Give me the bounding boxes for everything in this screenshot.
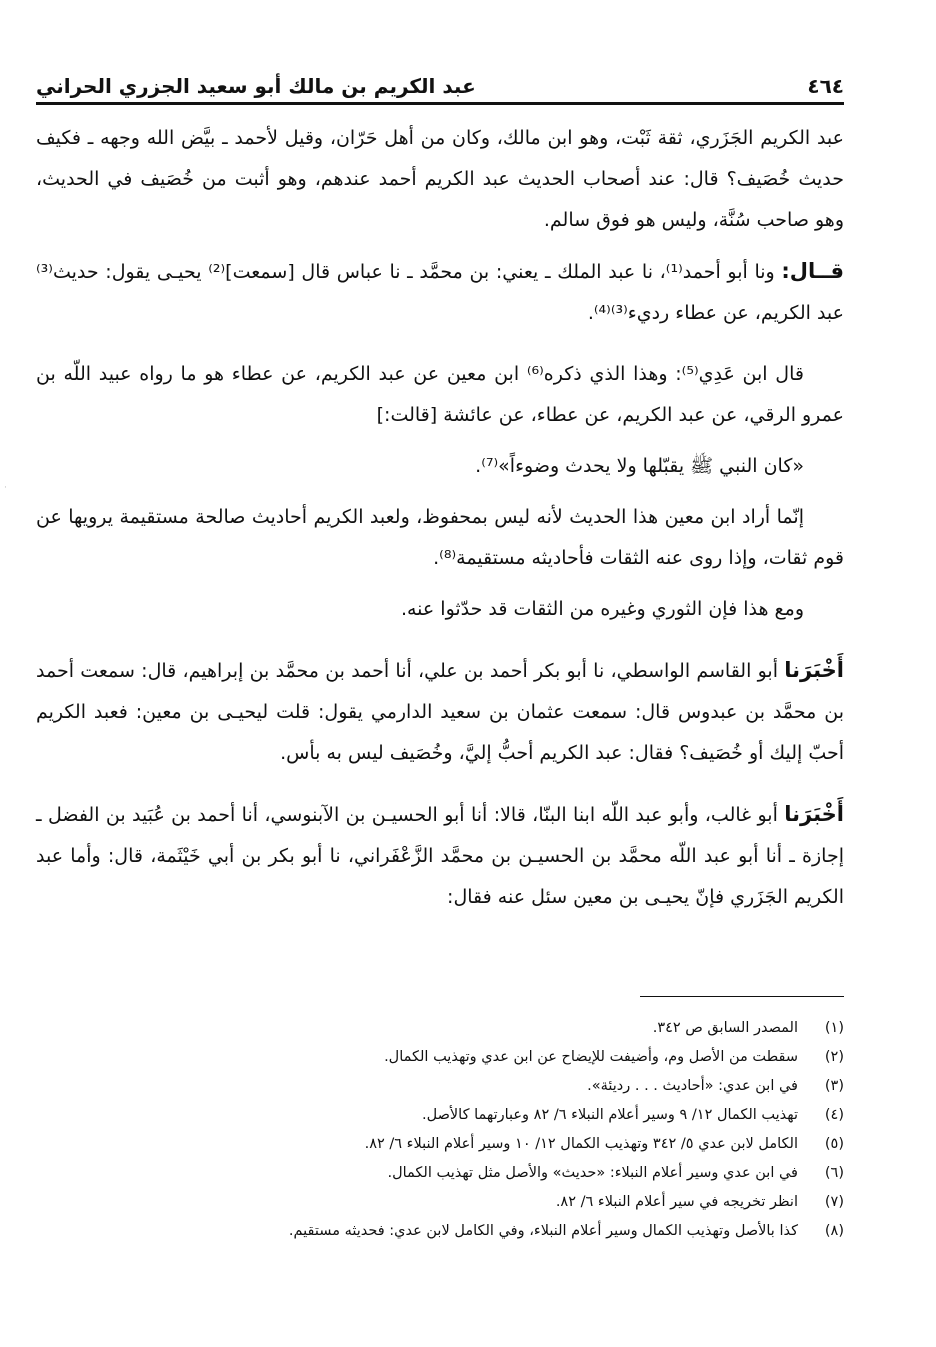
paragraph-text: أبو غالب، وأبو عبد اللّه ابنا البنّا، قالا: أنا أبو الحسيـن بن الآبنوسي، أنا أحمد بن عُبَيد بن الفضل ـ إجازة ـ أنا أبو عبد اللّه محمَّد بن الحسيـن بن محمَّد الزَّعْفَراني، نا أبو بكر بن أبي خَيْثَمة، قال: وأما عبد الكريم الجَزَري فإنّ يحيـى بن معين سئل عنه فقال: [36,804,844,908]
paragraph-lead: قــال: [781,259,844,283]
paragraph [36,589,844,630]
footnote-number: (١) [824,1020,844,1036]
footnote [36,1072,844,1101]
paragraph-text: ومع هذا فإن الثوري وغيره من الثقات قد حدّثوا عنه. [400,598,804,620]
footnote-text: في ابن عدي وسير أعلام النبلاء: «حديث» والأصل مثل تهذيب الكمال. [387,1165,798,1181]
footnote-number: (٧) [824,1194,844,1210]
footnote [36,1217,844,1246]
footnote-number: (٥) [824,1136,844,1152]
running-title: عبد الكريم بن مالك أبو سعيد الجزري الحراني [36,74,476,98]
paragraph [36,497,844,579]
footnotes [36,1014,844,1246]
footnote [36,1188,844,1217]
footnote-number: (٤) [824,1107,844,1123]
footnote [36,1101,844,1130]
footnote [36,1014,844,1043]
paragraph [36,446,844,487]
footnote [36,1130,844,1159]
footnote-number: (٣) [824,1078,844,1094]
paragraph [36,354,844,436]
paragraph [36,118,844,241]
page-header [36,58,844,105]
scan-speck: · [4,483,7,493]
page-number: ٤٦٤ [807,74,844,98]
footnote-text: في ابن عدي: «أحاديث . . . رديئة». [587,1078,798,1094]
footnote-divider [640,996,844,997]
footnote-text: المصدر السابق ص ٣٤٢. [652,1020,798,1036]
main-text [36,118,844,928]
footnote-number: (٢) [824,1049,844,1065]
footnote [36,1043,844,1072]
paragraph-text: عبد الكريم الجَزَري، ثقة ثَبْت، وهو ابن مالك، وكان من أهل حَرّان، وقيل لأحمد ـ بيَّض الله وجهه ـ فكيف حديث خُصَيف؟ قال: عند أصحاب الحديث عبد الكريم أحمد عندهم، وهو أثبت من خُصَيف في الحديث، وهو صاحب سُنَّة، وليس هو فوق سالم. [36,127,844,231]
paragraph [36,794,844,918]
footnote-text: انظر تخريجه في سير أعلام النبلاء ٦/ ٨٢. [555,1194,798,1210]
footnote [36,1159,844,1188]
paragraph [36,650,844,774]
footnote-text: سقطت من الأصل وم، وأضيفت للإيضاح عن ابن عدي وتهذيب الكمال. [384,1049,798,1065]
footnote-text: الكامل لابن عدي ٥/ ٣٤٢ وتهذيب الكمال ١٢/ ١٠ وسير أعلام النبلاء ٦/ ٨٢. [364,1136,798,1152]
footnote-text: كذا بالأصل وتهذيب الكمال وسير أعلام النبلاء، وفي الكامل لابن عدي: فحديثه مستقيم. [288,1223,798,1239]
paragraph-text: ونا أبو أحمد⁽¹⁾، نا عبد الملك ـ يعني: بن محمَّد ـ نا عباس قال [سمعت]⁽²⁾ يحيـى يقول: حديث⁽³⁾ عبد الكريم، عن عطاء رديء⁽³⁾⁽⁴⁾. [36,261,844,324]
paragraph-lead: أَخْبَرَنا [784,802,844,826]
footnote-number: (٦) [824,1165,844,1181]
footnote-text: تهذيب الكمال ١٢/ ٩ وسير أعلام النبلاء ٦/ ٨٢ وعبارتهما كالأصل. [421,1107,798,1123]
paragraph-text: أبو القاسم الواسطي، نا أبو بكر أحمد بن علي، أنا أحمد بن محمَّد بن إبراهيم، قال: سمعت أحمد بن محمَّد بن عبدوس قال: سمعت عثمان بن سعيد الدارمي يقول: قلت ليحيـى بن معين: فعبد الكريم أحبّ إليك أو خُصَيف؟ فقال: عبد الكريم أحبُّ إليَّ، وخُصَيف ليس به بأس. [36,660,844,764]
paragraph-lead: أَخْبَرَنا [784,658,844,682]
paragraph-text: إنّما أراد ابن معين هذا الحديث لأنه ليس بمحفوظ، ولعبد الكريم أحاديث صالحة مستقيمة يرويها عن قوم ثقات، وإذا روى عنه الثقات فأحاديثه مستقيمة⁽⁸⁾. [36,506,844,569]
paragraph [36,251,844,334]
paragraph-text: «كان النبي ﷺ يقبّلها ولا يحدث وضوءاً»⁽⁷⁾. [475,455,804,477]
paragraph-text: قال ابن عَدِي⁽⁵⁾: وهذا الذي ذكره⁽⁶⁾ ابن معين عن عبد الكريم، عن عطاء هو ما رواه عبيد اللّه بن عمرو الرقي، عن عبد الكريم، عن عطاء، عن عائشة [قالت:] [36,363,844,426]
footnote-number: (٨) [824,1223,844,1239]
